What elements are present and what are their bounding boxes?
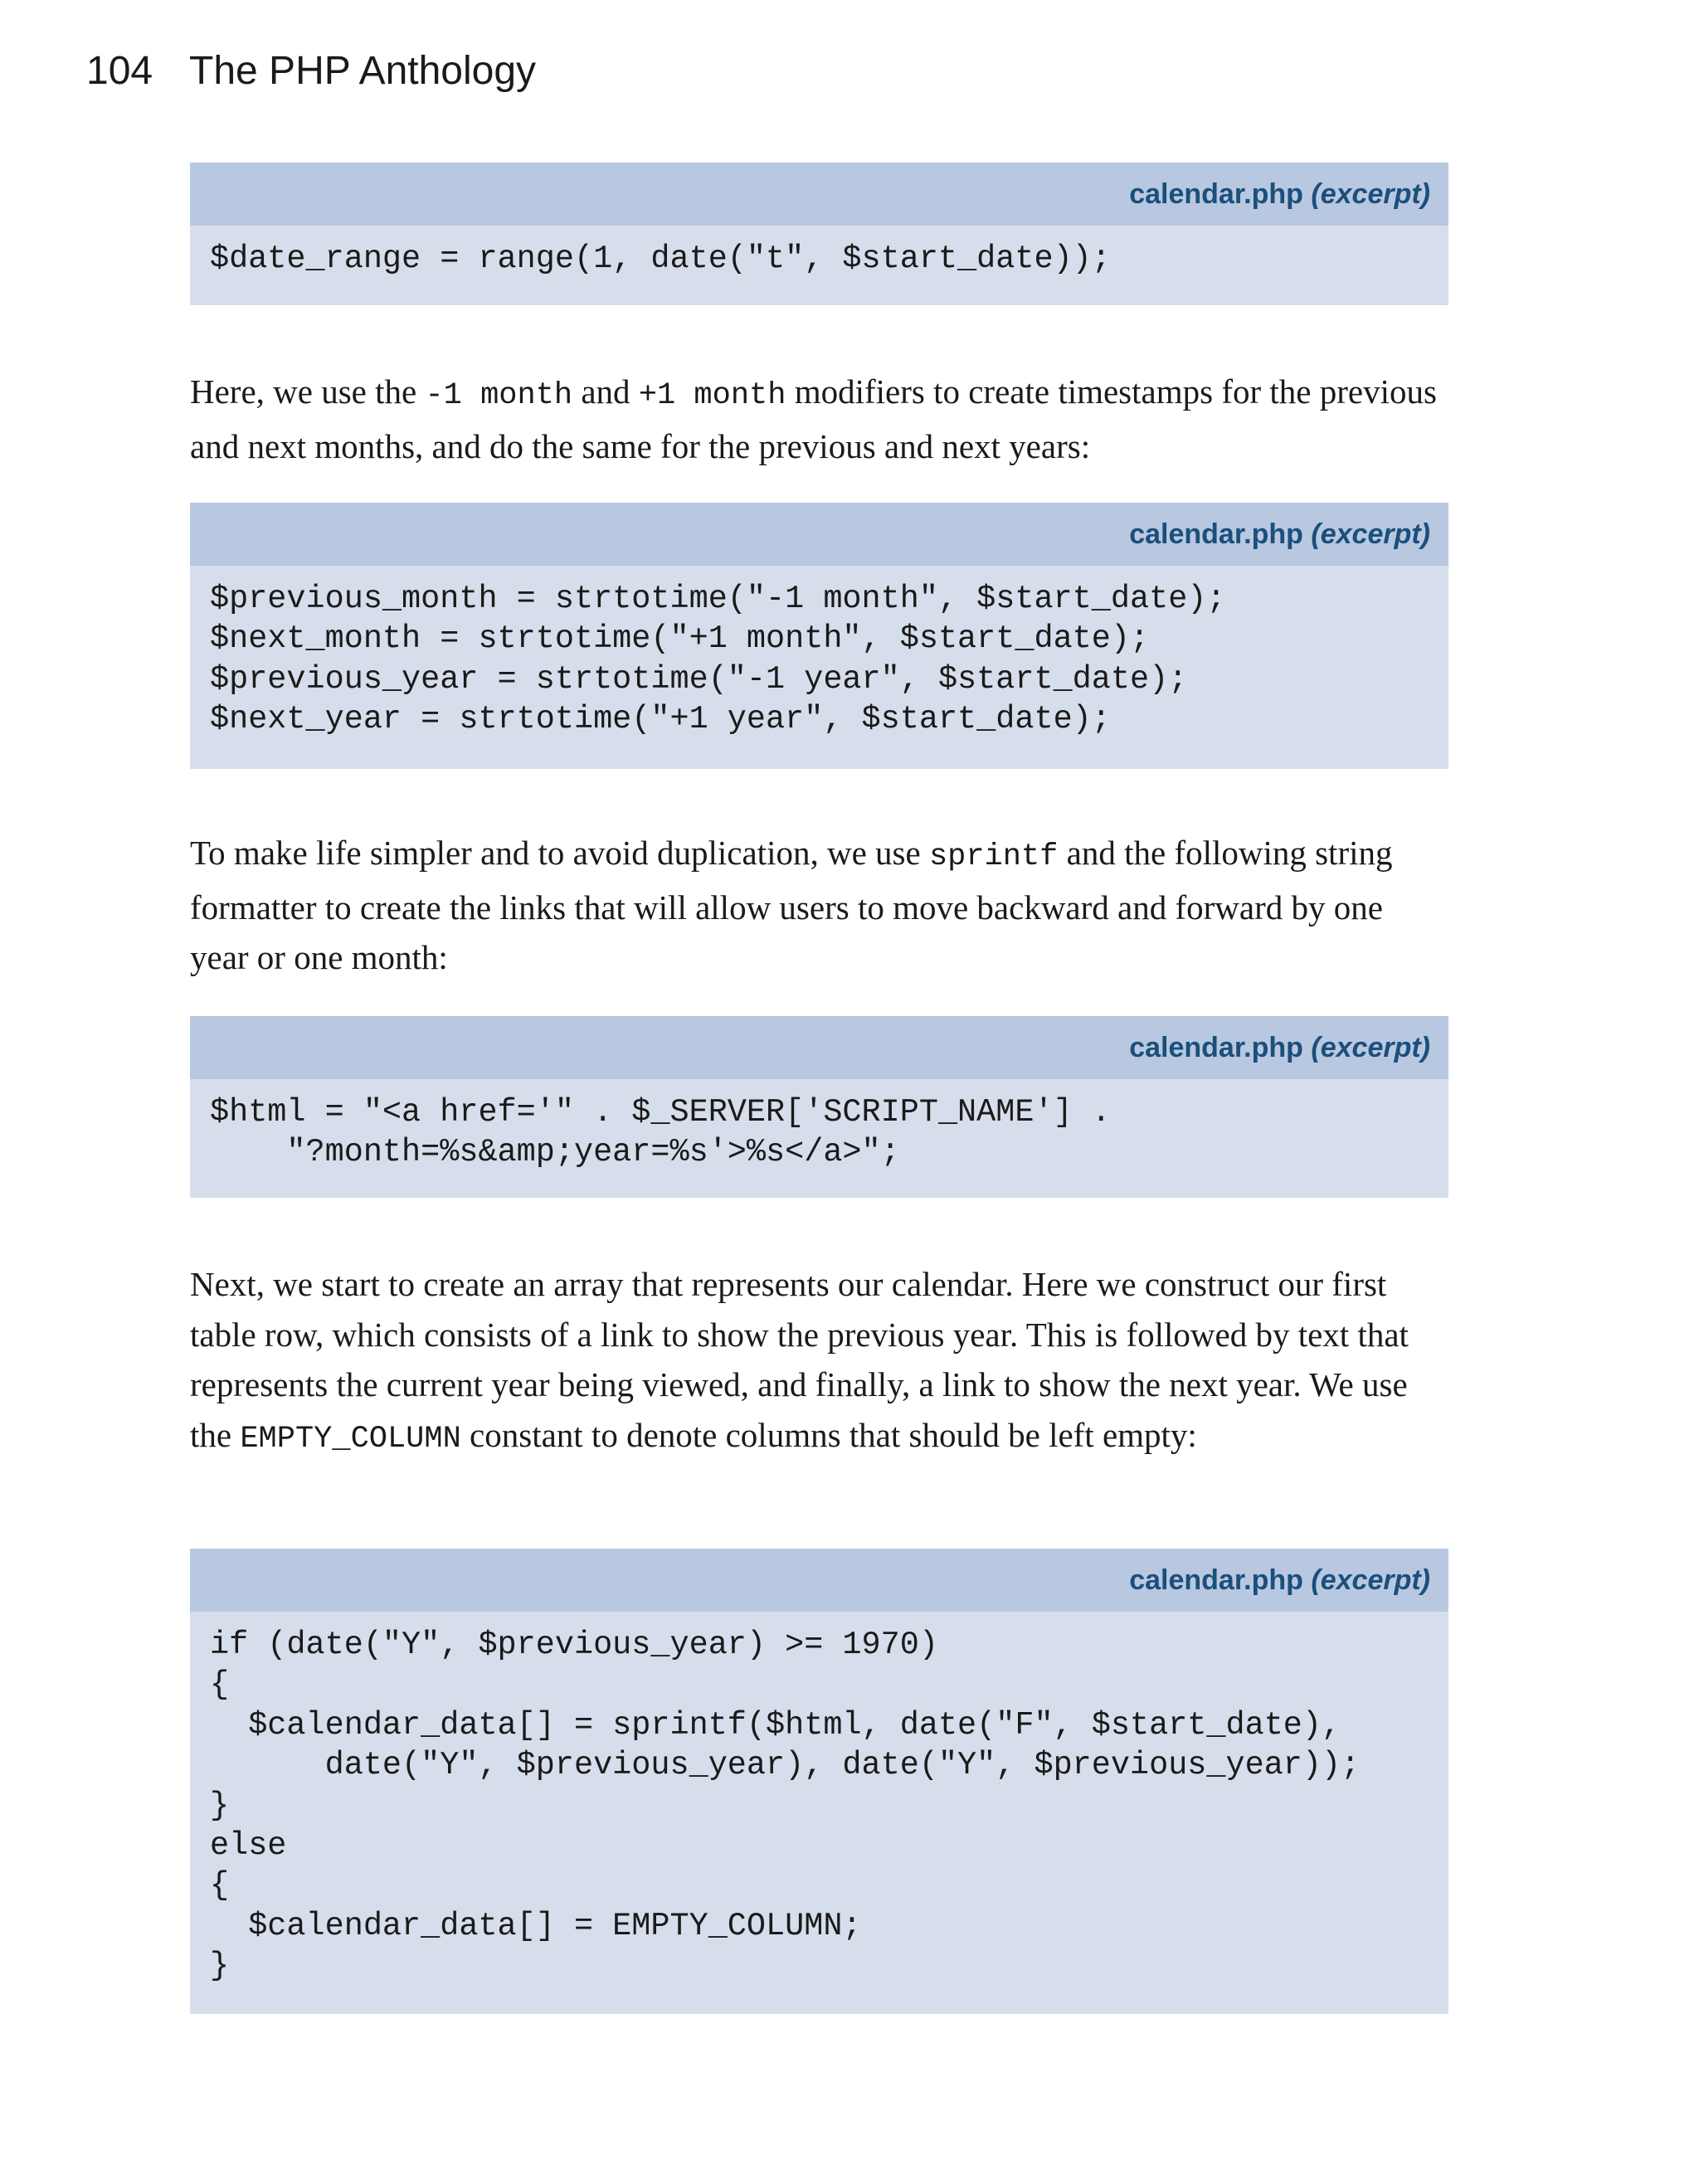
inline-code: +1 month bbox=[638, 378, 786, 413]
code-caption-note: (excerpt) bbox=[1311, 1032, 1430, 1063]
body-paragraph bbox=[190, 367, 1448, 471]
text-run: and the following string formatter to create the links that will allow users to move backward and forward by one year or one month: bbox=[190, 834, 1393, 976]
text-run: constant to denote columns that should be left empty: bbox=[460, 1415, 1197, 1454]
text-run: To make life simpler and to avoid duplication, we use bbox=[190, 834, 929, 872]
code-body: $html = "<a href='" . $_SERVER['SCRIPT_NAME'] . "?month=%s&amp;year=%s'>%s</a>"; bbox=[210, 1094, 1111, 1171]
page-number: 104 bbox=[86, 49, 153, 93]
body-paragraph bbox=[190, 1259, 1448, 1464]
code-caption-note: (excerpt) bbox=[1311, 1564, 1430, 1596]
code-caption-note: (excerpt) bbox=[1311, 518, 1430, 550]
code-listing bbox=[190, 1549, 1448, 2014]
code-caption bbox=[190, 1549, 1448, 1612]
body-paragraph bbox=[190, 828, 1448, 983]
code-caption-filename: calendar.php bbox=[1129, 178, 1303, 210]
running-header bbox=[86, 46, 536, 96]
code-caption-note: (excerpt) bbox=[1311, 178, 1430, 210]
text-run: Next, we start to create an array that represents our calendar. Here we construct our first table row, which consists of a link to show the previous year. This is followed by text that represents the current year being viewed, and finally, a link to show the next year. We use the bbox=[190, 1265, 1409, 1454]
code-listing bbox=[190, 163, 1448, 305]
code-body: $date_range = range(1, date("t", $start_date)); bbox=[210, 241, 1111, 277]
code-caption bbox=[190, 1016, 1448, 1079]
code-body: $previous_month = strtotime("-1 month", $start_date); $next_month = strtotime("+1 month", $start_date); $previous_year = strtotime("-1 year", $start_date); $next_year = strtotime("+1 year", $start_date); bbox=[210, 581, 1226, 738]
text-run: and bbox=[572, 372, 639, 411]
text-run: Here, we use the bbox=[190, 372, 426, 411]
code-listing bbox=[190, 1016, 1448, 1198]
inline-code: EMPTY_COLUMN bbox=[240, 1421, 461, 1457]
inline-code: -1 month bbox=[425, 378, 573, 413]
inline-code: sprintf bbox=[928, 839, 1059, 874]
code-caption-filename: calendar.php bbox=[1129, 518, 1303, 550]
code-listing bbox=[190, 503, 1448, 769]
code-body: if (date("Y", $previous_year) >= 1970) { $calendar_data[] = sprintf($html, date("F", $start_date), date("Y", $previous_year), date("Y", $previous_year)); } else { $calendar_data[] = EMPTY_COLUMN; } bbox=[210, 1627, 1361, 1985]
code-caption-filename: calendar.php bbox=[1129, 1032, 1303, 1063]
code-caption bbox=[190, 503, 1448, 566]
text-run: modifiers to create timestamps for the previous and next months, and do the same for the previous and next years: bbox=[190, 372, 1437, 465]
code-caption bbox=[190, 163, 1448, 226]
code-caption-filename: calendar.php bbox=[1129, 1564, 1303, 1596]
book-title: The PHP Anthology bbox=[189, 49, 537, 93]
